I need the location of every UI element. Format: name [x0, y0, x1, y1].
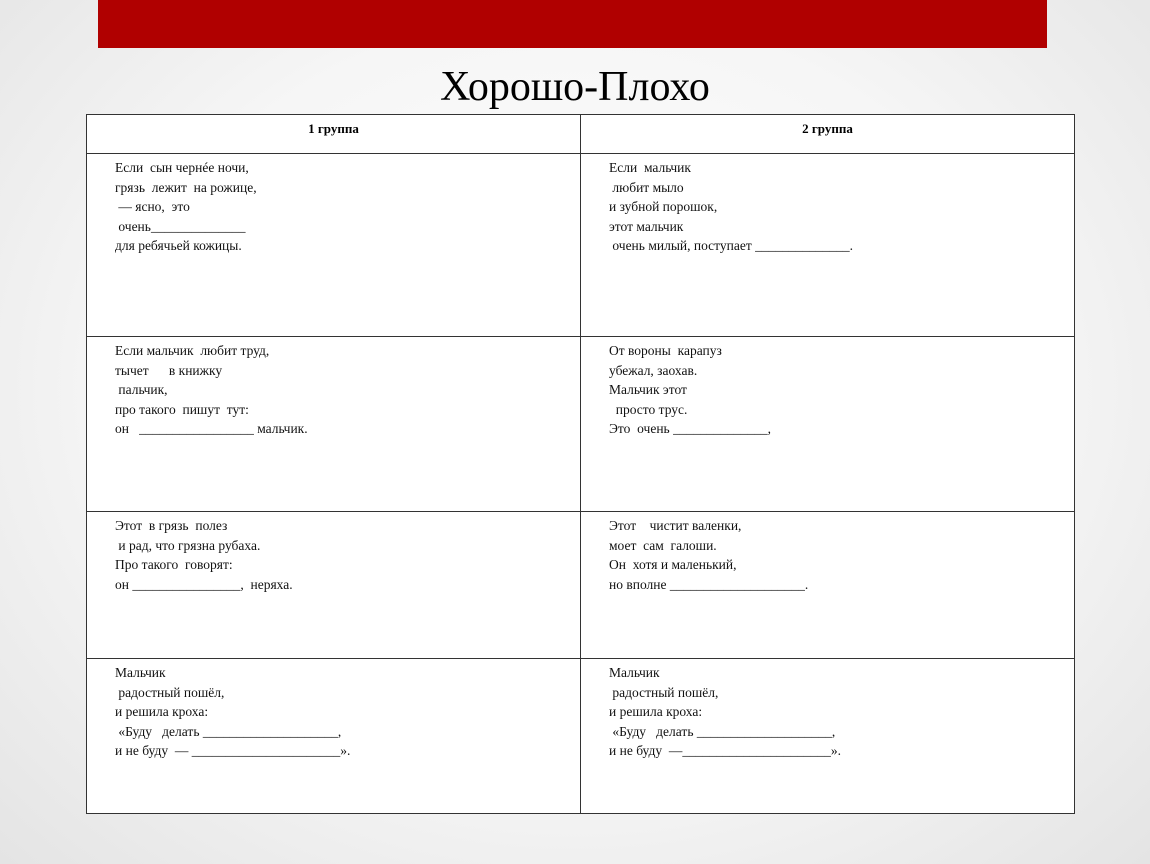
group-2-header: 2 группа — [581, 115, 1075, 154]
top-accent-bar — [98, 0, 1047, 48]
table-header-row — [87, 115, 1075, 154]
table-row — [87, 154, 1075, 337]
poem-cell: Если мальчик любит труд, тычет в книжку пальчик, про такого пишут тут: он _________________ мальчик. — [87, 337, 581, 512]
table-row — [87, 512, 1075, 659]
poem-cell: Этот чистит валенки, моет сам галоши. Он хотя и маленький, но вполне ____________________. — [581, 512, 1075, 659]
poem-cell: Если мальчик любит мыло и зубной порошок, этот мальчик очень милый, поступает ______________. — [581, 154, 1075, 337]
table-row — [87, 337, 1075, 512]
table-row — [87, 659, 1075, 814]
poem-cell: Мальчик радостный пошёл, и решила кроха: «Буду делать ____________________, и не буду — ______________________». — [87, 659, 581, 814]
poem-cell: Если сын чернée ночи, грязь лежит на рожице, — ясно, это очень______________ для ребячьей кожицы. — [87, 154, 581, 337]
poem-table — [86, 114, 1075, 814]
poem-cell: Этот в грязь полез и рад, что грязна рубаха. Про такого говорят: он ________________, неряха. — [87, 512, 581, 659]
poem-cell: Мальчик радостный пошёл, и решила кроха: «Буду делать ____________________, и не буду —______________________». — [581, 659, 1075, 814]
group-1-header: 1 группа — [87, 115, 581, 154]
page-title: Хорошо-Плохо — [440, 64, 710, 110]
poem-cell: От вороны карапуз убежал, заохав. Мальчик этот просто трус. Это очень ______________, — [581, 337, 1075, 512]
